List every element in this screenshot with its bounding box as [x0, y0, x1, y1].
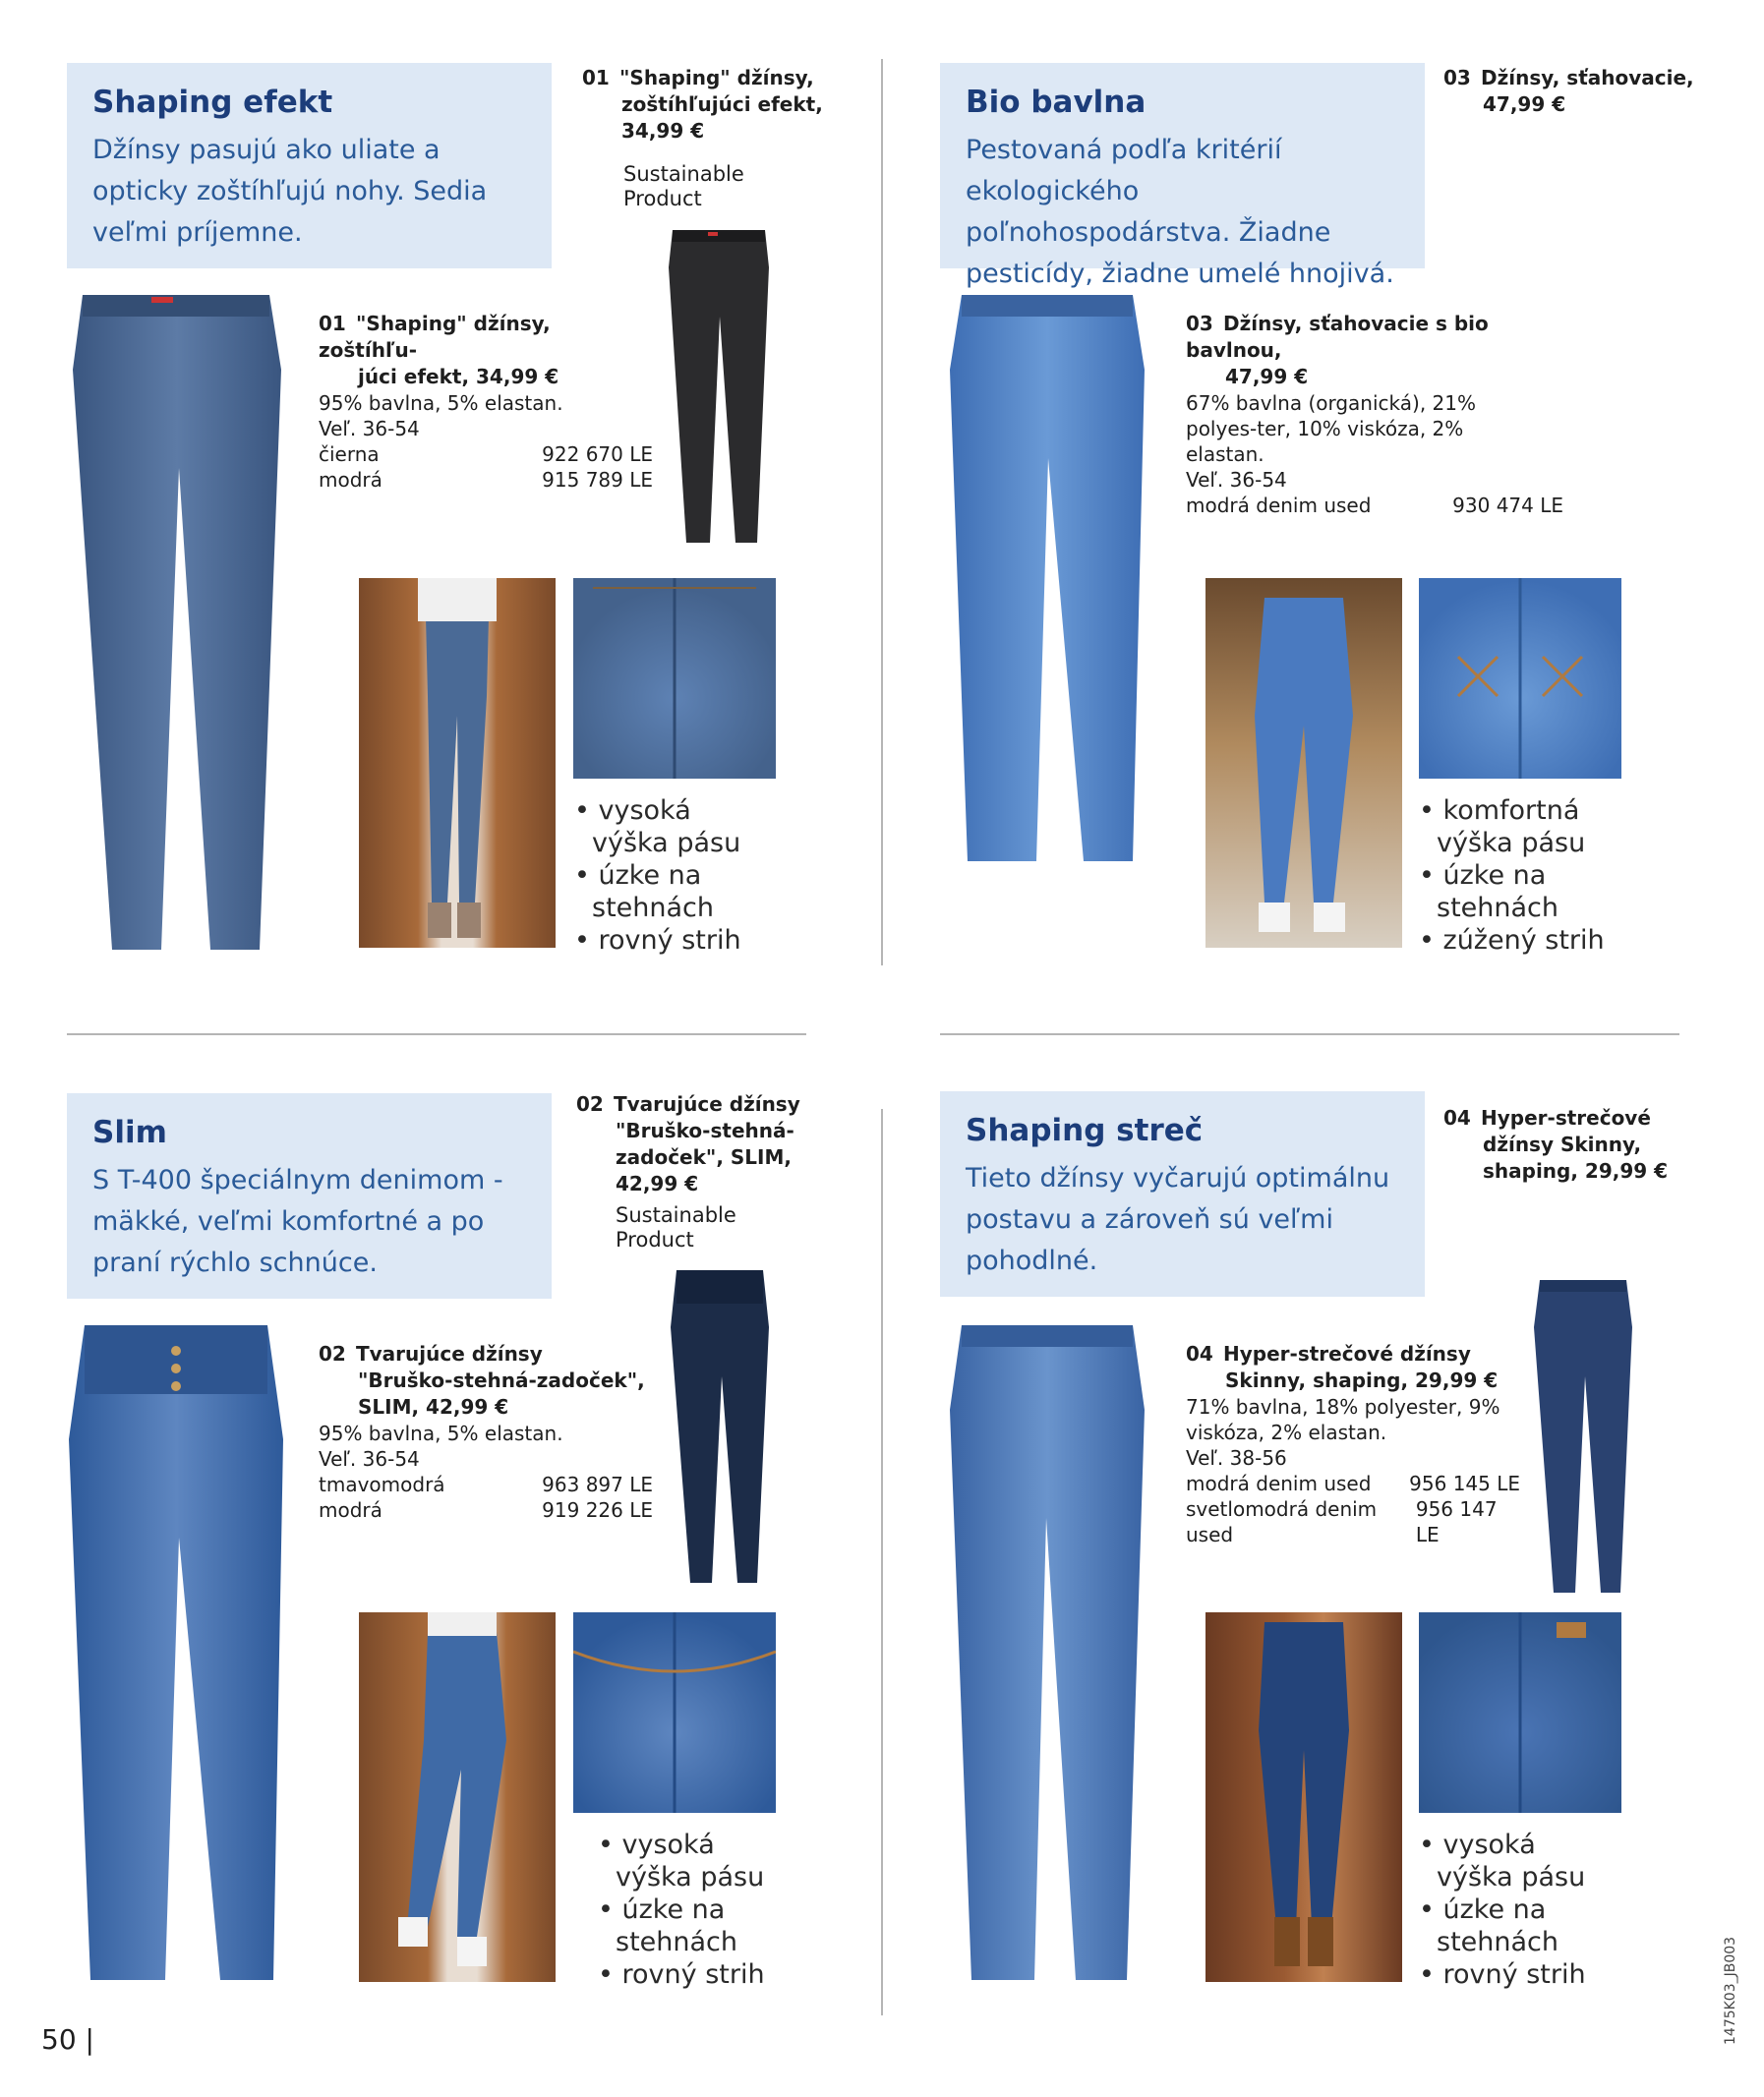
- product-number: 04: [1186, 1342, 1213, 1366]
- model-photo: [359, 1612, 556, 1982]
- variant-row: modrá denim used 930 474 LE: [1186, 494, 1563, 517]
- feature-title: Shaping efekt: [92, 85, 333, 120]
- feature-text: Tieto džínsy vyčarujú optimálnu postavu a zároveň sú veľmi pohodlné.: [966, 1163, 1390, 1276]
- product-number: 02: [319, 1342, 346, 1366]
- material: 67% bavlna (organická), 21% polyes-ter, 10% viskóza, 2% elastan.: [1186, 391, 1476, 466]
- top-product-label: [582, 65, 823, 211]
- feature-bullets: [1419, 1829, 1616, 1991]
- product-detail-03: [1186, 311, 1563, 518]
- product-detail-04: [1186, 1341, 1520, 1547]
- product-name-line1: Džínsy, sťahovacie s bio bavlnou,: [1186, 312, 1489, 362]
- feature-box-shaping-efekt: [67, 63, 552, 268]
- product-name-line2: 47,99 €: [1225, 365, 1309, 388]
- product-name-line1: Hyper-strečové džínsy: [1223, 1342, 1471, 1366]
- product-number: 03: [1186, 312, 1213, 335]
- feature-title: Shaping streč: [966, 1113, 1204, 1148]
- variant-row: modrá 915 789 LE: [319, 468, 653, 492]
- feature-box-slim: [67, 1093, 552, 1299]
- bullet-item: • rovný strih: [1419, 1959, 1586, 1990]
- feature-title: Bio bavlna: [966, 85, 1147, 120]
- back-detail-photo: [1419, 578, 1621, 779]
- bullet-item: • rovný strih: [574, 925, 741, 956]
- product-price: 42,99 €: [616, 1172, 699, 1195]
- product-name-line1: Hyper-strečové: [1481, 1106, 1651, 1130]
- material: 71% bavlna, 18% polyester, 9% viskóza, 2% elastan.: [1186, 1395, 1500, 1444]
- jeans-image-black: [667, 228, 771, 545]
- bullet-item: • rovný strih: [598, 1959, 765, 1990]
- product-name-line2: júci efekt, 34,99 €: [358, 365, 559, 388]
- bullet-item: • úzke na stehnách: [574, 860, 714, 923]
- product-name-line1: Tvarujúce džínsy: [356, 1342, 543, 1366]
- variant-row: svetlomodrá denim used 956 147 LE: [1186, 1497, 1498, 1546]
- column-divider-bottom: [881, 1109, 883, 2015]
- feature-bullets: [1419, 794, 1655, 957]
- variant-row: tmavomodrá 963 897 LE: [319, 1473, 653, 1496]
- bullet-item: • vysoká výška pásu: [598, 1830, 765, 1893]
- variant-row: čierna 922 670 LE: [319, 442, 653, 466]
- feature-text: S T-400 špeciálnym denimom - mäkké, veľmi komfortné a po praní rýchlo schnúce.: [92, 1165, 503, 1278]
- product-name-line2: Skinny, shaping, 29,99 €: [1225, 1369, 1499, 1392]
- back-detail-photo: [573, 1612, 776, 1813]
- sustainable-label: Sustainable Product: [623, 162, 744, 210]
- material: 95% bavlna, 5% elastan.: [319, 391, 563, 415]
- top-product-label: [1443, 1105, 1670, 1185]
- feature-text: Džínsy pasujú ako uliate a opticky zoštíhľujú nohy. Sedia veľmi príjemne.: [92, 135, 488, 248]
- bullet-item: • zúžený strih: [1419, 925, 1605, 956]
- jeans-image-main: [63, 291, 289, 954]
- bullet-item: • úzke na stehnách: [1419, 1894, 1558, 1957]
- product-number: 01: [319, 312, 346, 335]
- product-name-line2: "Bruško-stehná-zadoček", SLIM,: [616, 1119, 794, 1169]
- product-price: 47,99 €: [1483, 92, 1566, 116]
- size: Veľ. 36-54: [1186, 468, 1287, 492]
- product-name-line1: "Shaping" džínsy, zoštíhľu-: [319, 312, 551, 362]
- bullet-item: • úzke na stehnách: [598, 1894, 737, 1957]
- back-detail-photo: [1419, 1612, 1621, 1813]
- catalog-code: 1475K03_JB003: [1723, 1936, 1738, 2045]
- sustainable-label: Sustainable Product: [616, 1203, 736, 1252]
- jeans-image-main: [63, 1321, 289, 1984]
- feature-bullets: [598, 1829, 785, 1991]
- bullet-item: • vysoká výška pásu: [574, 795, 741, 858]
- jeans-image-dark: [669, 1268, 771, 1585]
- size: Veľ. 36-54: [319, 417, 420, 440]
- product-name-line1: "Shaping" džínsy,: [619, 66, 814, 89]
- product-name-line2: džínsy Skinny,: [1483, 1133, 1642, 1156]
- column-divider-top: [881, 59, 883, 965]
- product-name-line1: Džínsy, sťahovacie,: [1481, 66, 1694, 89]
- size: Veľ. 38-56: [1186, 1446, 1287, 1470]
- material: 95% bavlna, 5% elastan.: [319, 1422, 563, 1445]
- top-product-label: [576, 1091, 802, 1252]
- bullet-item: • úzke na stehnách: [1419, 860, 1558, 923]
- feature-text: Pestovaná podľa kritérií ekologického poľnohospodárstva. Žiadne pesticídy, žiadne umelé hnojivá.: [966, 135, 1394, 289]
- page-number: 50 |: [41, 2023, 94, 2056]
- product-name-line1: Tvarujúce džínsy: [614, 1092, 800, 1116]
- product-price: shaping, 29,99 €: [1483, 1159, 1669, 1183]
- feature-title: Slim: [92, 1115, 167, 1150]
- jeans-image-main: [944, 291, 1150, 866]
- product-detail-02: [319, 1341, 653, 1523]
- jeans-image-navy: [1532, 1278, 1636, 1595]
- model-photo: [359, 578, 556, 948]
- product-detail-01: [319, 311, 653, 493]
- model-photo: [1205, 578, 1402, 948]
- product-price: 34,99 €: [621, 119, 705, 143]
- product-name-line2: zoštíhľujúci efekt,: [621, 92, 823, 116]
- variant-row: modrá 919 226 LE: [319, 1498, 653, 1522]
- product-name-line2: "Bruško-stehná-zadoček", SLIM, 42,99 €: [358, 1369, 645, 1419]
- feature-bullets: [574, 794, 771, 957]
- product-number: 04: [1443, 1106, 1471, 1130]
- row-divider-left: [67, 1033, 806, 1035]
- feature-box-shaping-strec: [940, 1091, 1425, 1297]
- back-detail-photo: [573, 578, 776, 779]
- model-photo: [1205, 1612, 1402, 1982]
- row-divider-right: [940, 1033, 1679, 1035]
- product-number: 01: [582, 66, 610, 89]
- product-number: 03: [1443, 66, 1471, 89]
- product-number: 02: [576, 1092, 604, 1116]
- feature-box-bio-bavlna: [940, 63, 1425, 289]
- bullet-item: • vysoká výška pásu: [1419, 1830, 1586, 1893]
- bullet-item: • komfortná výška pásu: [1419, 795, 1586, 858]
- variant-row: modrá denim used 956 145 LE: [1186, 1472, 1520, 1495]
- top-product-label: [1443, 65, 1699, 118]
- size: Veľ. 36-54: [319, 1447, 420, 1471]
- jeans-image-main: [944, 1321, 1150, 1984]
